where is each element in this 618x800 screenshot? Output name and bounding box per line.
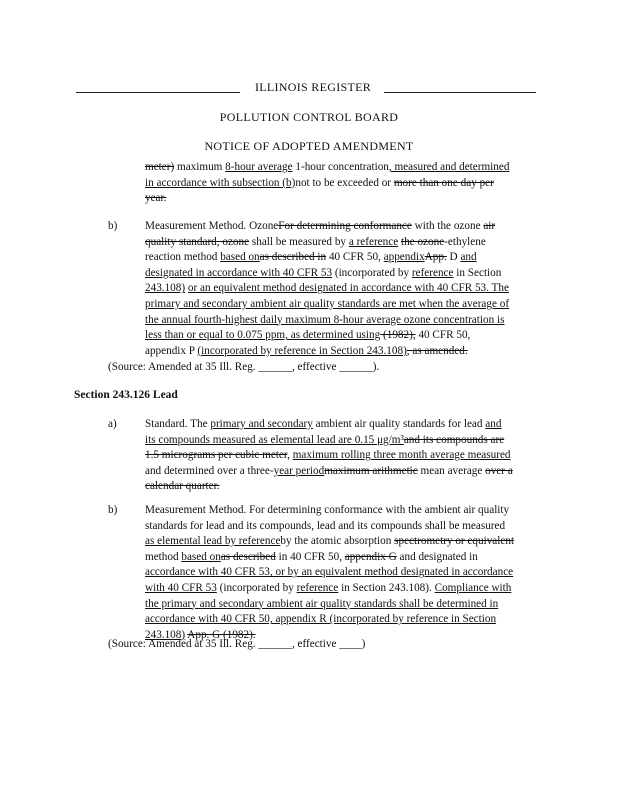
text-run: and determined over a three- <box>145 464 274 477</box>
text-run: reaction method <box>145 251 221 264</box>
text-line <box>145 448 513 464</box>
inserted-text: its compounds measured as elemental lead are 0.15 μg/m³ <box>145 433 404 446</box>
deleted-text: and its compounds are <box>403 433 505 446</box>
section-heading: Section 243.126 Lead <box>74 389 178 401</box>
deleted-text: calendar quarter. <box>145 480 220 493</box>
inserted-text: maximum rolling three month average measured <box>292 449 511 462</box>
header-rule-left <box>76 92 240 93</box>
source-note-1-text: (Source: Amended at 35 Ill. Reg. ______, effective ______). <box>108 361 380 373</box>
register-title: ILLINOIS REGISTER <box>254 80 372 94</box>
source-note-2 <box>108 637 365 653</box>
text-run: in Section <box>453 266 502 279</box>
text-line <box>145 191 509 207</box>
deleted-text: year. <box>145 192 167 205</box>
source-note-1 <box>108 360 379 376</box>
text-run: Standard. The <box>145 418 211 430</box>
text-line <box>145 433 513 449</box>
inserted-text: with 40 CFR 53 <box>145 581 217 594</box>
deleted-text: air <box>483 220 496 232</box>
inserted-text: reference <box>296 581 339 594</box>
text-line <box>145 519 514 535</box>
text-run: not to be exceeded or <box>295 176 394 189</box>
inserted-text: and <box>460 251 477 264</box>
source-note-2-text: (Source: Amended at 35 Ill. Reg. ______, effective ____) <box>108 638 366 650</box>
text-line <box>145 464 513 480</box>
text-run: 40 CFR 50, <box>326 251 384 264</box>
continued-paragraph <box>145 160 509 207</box>
text-run: 40 CFR 50, <box>415 329 471 342</box>
text-line <box>145 176 509 192</box>
text-line <box>145 281 509 297</box>
register-header <box>76 80 536 94</box>
inserted-text: , measured and determined <box>388 161 510 173</box>
deleted-text: quality standard, ozone <box>145 235 250 248</box>
text-run: in Section 243.108). <box>338 581 435 594</box>
deleted-text: App. <box>424 251 447 264</box>
inserted-text: reference <box>411 266 454 279</box>
inserted-text: accordance with 40 CFR 50, appendix R (incorporated by reference in Section <box>145 613 497 626</box>
deleted-text: , as amended. <box>406 344 468 357</box>
text-run: (incorporated by <box>332 266 412 279</box>
inserted-text: the annual fourth-highest daily maximum 8-hour average ozone concentration is <box>145 313 505 326</box>
text-line <box>145 344 509 360</box>
text-run: standards for lead and its compounds, lead and its compounds shall be measured <box>145 519 506 532</box>
inserted-text: as elemental lead by reference <box>145 535 281 548</box>
text-line <box>145 534 514 550</box>
deleted-text: over a <box>485 464 513 477</box>
text-line <box>145 266 509 282</box>
text-run: , <box>287 449 293 462</box>
inserted-text: Compliance with <box>434 581 512 594</box>
board-title: POLLUTION CONTROL BOARD <box>219 110 399 124</box>
text-run: shall be measured by <box>249 235 349 248</box>
inserted-text: 243.108) <box>145 628 186 641</box>
inserted-text: less than or equal to 0.075 ppm, as determined using <box>145 329 381 342</box>
lead-standard-paragraph <box>145 417 513 495</box>
deleted-text: 1.5 micrograms per cubic meter <box>145 449 288 462</box>
inserted-text: and <box>485 418 502 430</box>
text-run: maximum <box>174 161 226 173</box>
text-run: Measurement Method. For determining conformance with the ambient air quality <box>145 504 510 516</box>
text-line <box>145 328 509 344</box>
deleted-text: appendix G <box>344 550 397 563</box>
text-line <box>145 597 514 613</box>
inserted-text: the primary and secondary ambient air quality standards shall be determined in <box>145 597 499 610</box>
ozone-measurement-paragraph <box>145 219 509 359</box>
inserted-text: in accordance with subsection (b) <box>145 176 296 189</box>
text-line <box>145 313 509 329</box>
lead-a-label: a) <box>108 418 117 430</box>
text-line <box>145 565 514 581</box>
lead-measurement-paragraph <box>145 503 514 643</box>
text-run: by the atomic absorption <box>280 535 395 548</box>
text-line <box>145 503 514 519</box>
deleted-text: maximum arithmetic <box>324 464 418 477</box>
text-line <box>145 479 513 495</box>
deleted-text: spectrometry or equivalent <box>394 535 515 548</box>
inserted-text: year period <box>273 464 325 477</box>
inserted-text: 8-hour average <box>225 161 293 173</box>
text-run: appendix P <box>145 344 198 357</box>
inserted-text: primary and secondary <box>210 418 313 430</box>
inserted-text: designated in accordance with 40 CFR 53 <box>145 266 333 279</box>
text-line <box>145 612 514 628</box>
notice-title: NOTICE OF ADOPTED AMENDMENT <box>204 139 414 153</box>
text-line <box>145 550 514 566</box>
lead-b-label: b) <box>108 504 118 516</box>
text-line <box>145 219 509 235</box>
deleted-text: For determining conformance <box>278 220 412 232</box>
deleted-text: as described in <box>259 251 327 264</box>
text-line <box>145 250 509 266</box>
text-run: -ethylene <box>444 235 486 248</box>
inserted-text: primary and secondary ambient air quality standards are met when the average of <box>145 297 510 310</box>
text-run: in 40 CFR 50, <box>275 550 345 563</box>
text-run: (incorporated by <box>216 581 297 594</box>
inserted-text: or an equivalent method designated in accordance with 40 CFR 53. The <box>187 282 509 295</box>
header-rule-right <box>384 92 536 93</box>
inserted-text: accordance with 40 CFR 53, or by an equivalent method designated in accordance <box>145 566 514 579</box>
text-run: Measurement Method. Ozone <box>145 220 279 232</box>
deleted-text: meter) <box>145 161 175 173</box>
text-run: method <box>145 550 182 563</box>
text-run: with the ozone <box>411 220 484 232</box>
inserted-text: based on <box>220 251 260 264</box>
inserted-text: 243.108) <box>145 282 186 295</box>
deleted-text: more than one day per <box>393 176 494 189</box>
deleted-text: as described <box>220 550 276 563</box>
inserted-text: based on <box>181 550 221 563</box>
text-line <box>145 417 513 433</box>
deleted-text: the ozone <box>400 235 445 248</box>
text-line <box>145 581 514 597</box>
inserted-text: a reference <box>348 235 399 248</box>
text-line <box>145 297 509 313</box>
inserted-text: (incorporated by reference in Section 243.108) <box>197 344 407 357</box>
text-line <box>145 235 509 251</box>
text-run: mean average <box>417 464 486 477</box>
text-run: 1-hour concentration <box>292 161 389 173</box>
ozone-b-label: b) <box>108 220 118 232</box>
text-run: D <box>446 251 461 264</box>
deleted-text: (1982), <box>380 329 416 342</box>
text-line <box>145 160 509 176</box>
text-run: and designated in <box>396 550 478 563</box>
deleted-text: App. G (1982). <box>187 628 256 641</box>
text-run: ambient air quality standards for lead <box>312 418 486 430</box>
inserted-text: appendix <box>383 251 425 264</box>
